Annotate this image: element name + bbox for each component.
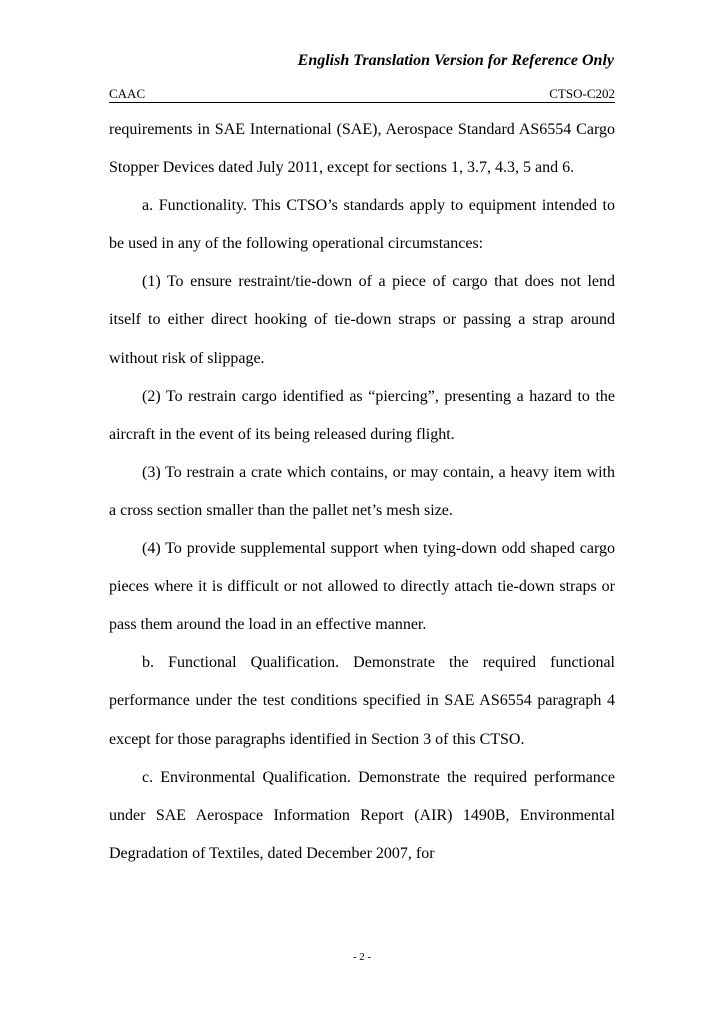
paragraph-functional-qualification: b. Functional Qualification. Demonstrate the required functional performance under the test conditions specified in SAE AS6554 paragraph 4 except for those paragraphs identified in Section 3 of this CTSO.	[109, 654, 615, 748]
paragraph-item-3: (3) To restrain a crate which contains, or may contain, a heavy item with a cross section smaller than the pallet net’s mesh size.	[109, 463, 615, 519]
paragraph-item-4: (4) To provide supplemental support when tying-down odd shaped cargo pieces where it is difficult or not allowed to directly attach tie-down straps or pass them around the load in an effective manner.	[109, 540, 615, 634]
paragraph-continuation: requirements in SAE International (SAE), Aerospace Standard AS6554 Cargo Stopper Devices dated July 2011, except for sections 1, 3.7, 4.3, 5 and 6.	[109, 121, 615, 177]
paragraph-functionality: a. Functionality. This CTSO’s standards apply to equipment intended to be used in any of the following operational circumstances:	[109, 197, 615, 253]
document-body	[109, 111, 615, 873]
header-organization: CAAC	[109, 86, 146, 101]
page-header	[109, 86, 615, 103]
paragraph-item-1: (1) To ensure restraint/tie-down of a piece of cargo that does not lend itself to either direct hooking of tie-down straps or passing a strap around without risk of slippage.	[109, 273, 615, 367]
paragraph-item-2: (2) To restrain cargo identified as “piercing”, presenting a hazard to the aircraft in the event of its being released during flight.	[109, 387, 615, 443]
header-document-id: CTSO-C202	[549, 86, 615, 101]
translation-banner: English Translation Version for Reference Only	[297, 52, 614, 69]
page-number: - 2 -	[352, 951, 372, 963]
paragraph-environmental-qualification: c. Environmental Qualification. Demonstrate the required performance under SAE Aerospace Information Report (AIR) 1490B, Environmental Degradation of Textiles, dated December 2007, for	[109, 768, 615, 862]
